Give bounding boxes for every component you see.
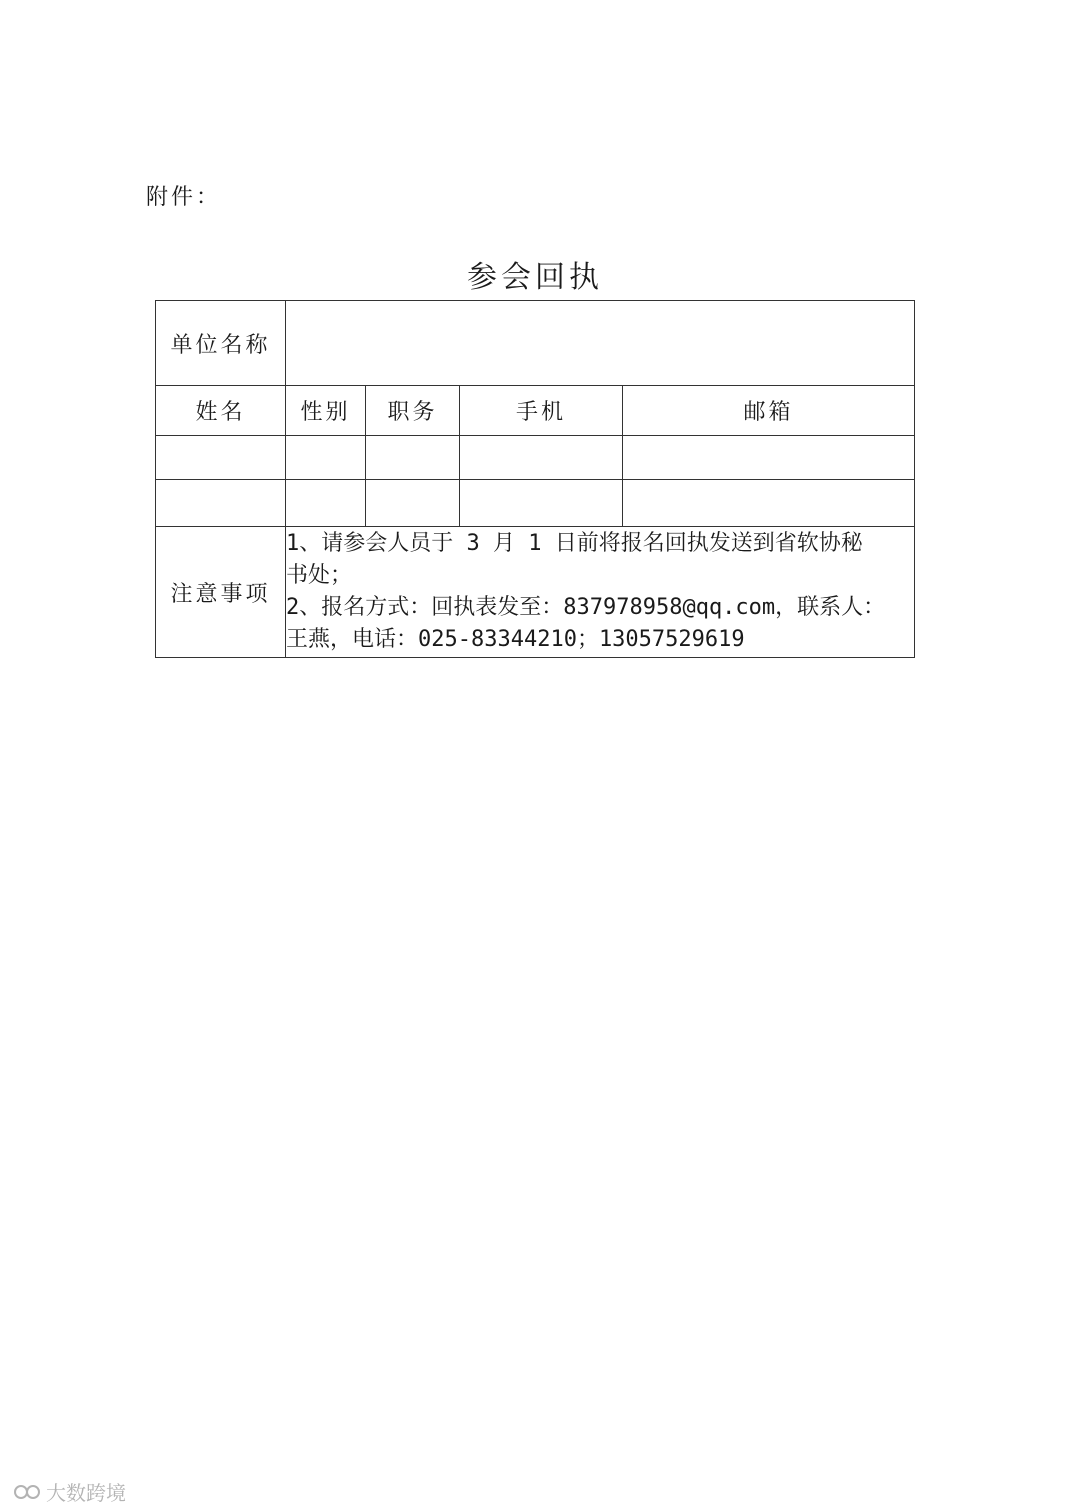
notes-row [156, 527, 915, 658]
header-gender: 性别 [286, 386, 366, 436]
notes-label: 注意事项 [156, 527, 286, 658]
header-mobile: 手机 [460, 386, 623, 436]
header-name: 姓名 [156, 386, 286, 436]
notes-content [286, 527, 915, 658]
gender-cell[interactable] [286, 436, 366, 480]
position-cell[interactable] [366, 480, 460, 527]
registration-receipt-table [155, 300, 915, 658]
email-cell[interactable] [623, 436, 915, 480]
watermark [14, 1477, 126, 1506]
form-title: 参会回执 [467, 260, 603, 295]
watermark-logo-icon [14, 1482, 40, 1502]
header-row [156, 386, 915, 436]
mobile-cell[interactable] [460, 480, 623, 527]
attachment-label: 附件： [146, 185, 222, 210]
note-line: 1、请参会人员于 3 月 1 日前将报名回执发送到省软协秘 [286, 531, 863, 556]
email-cell[interactable] [623, 480, 915, 527]
position-cell[interactable] [366, 436, 460, 480]
table-row [156, 480, 915, 527]
unit-name-row [156, 301, 915, 386]
gender-cell[interactable] [286, 480, 366, 527]
name-cell[interactable] [156, 480, 286, 527]
header-position: 职务 [366, 386, 460, 436]
watermark-text: 大数跨境 [46, 1481, 126, 1505]
mobile-cell[interactable] [460, 436, 623, 480]
table-row [156, 436, 915, 480]
name-cell[interactable] [156, 436, 286, 480]
note-line: 王燕，电话：025-83344210；13057529619 [286, 627, 745, 652]
note-line: 2、报名方式：回执表发至：837978958@qq.com，联系人： [286, 595, 886, 620]
unit-name-label: 单位名称 [156, 301, 286, 386]
note-line: 书处； [286, 563, 353, 588]
header-email: 邮箱 [623, 386, 915, 436]
unit-name-field[interactable] [286, 301, 915, 386]
